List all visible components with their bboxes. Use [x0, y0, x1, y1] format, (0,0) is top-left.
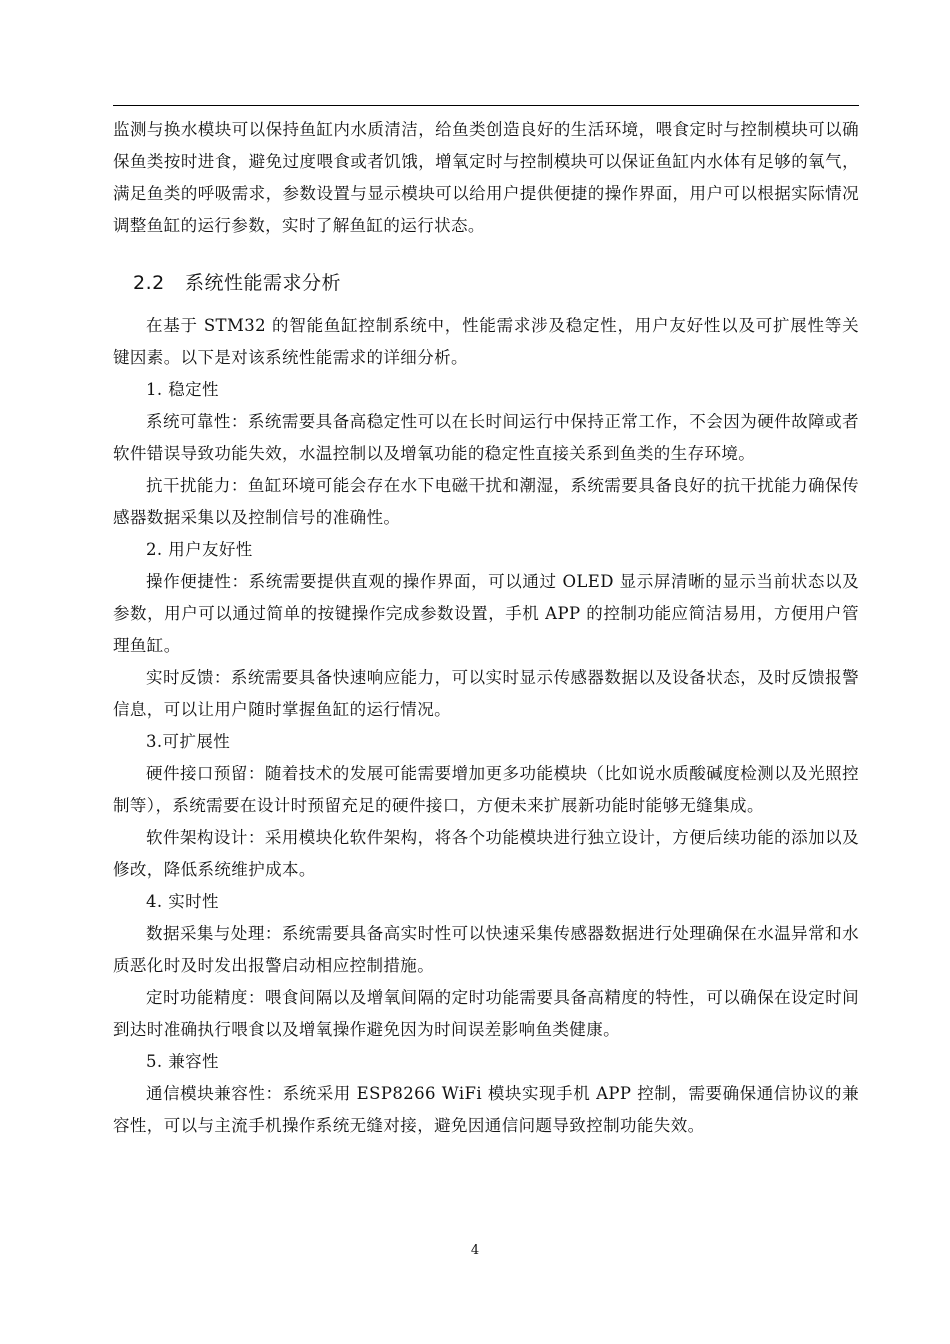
page-number: 4	[470, 1243, 480, 1258]
paragraph-hardware-interface: 硬件接口预留：随着技术的发展可能需要增加更多功能模块（比如说水质酸碱度检测以及光照控制等），系统需要在设计时预留充足的硬件接口，方便未来扩展新功能时能够无缝集成。	[113, 764, 859, 815]
item-heading-realtime: 4. 实时性	[146, 892, 219, 911]
item-heading-stability: 1. 稳定性	[146, 380, 219, 399]
header-rule	[113, 105, 859, 106]
paragraph-software-architecture: 软件架构设计：采用模块化软件架构，将各个功能模块进行独立设计，方便后续功能的添加以及修改，降低系统维护成本。	[113, 828, 859, 879]
paragraph-ease-of-operation: 操作便捷性：系统需要提供直观的操作界面，可以通过 OLED 显示屏清晰的显示当前状态以及参数，用户可以通过简单的按键操作完成参数设置，手机 APP 的控制功能应简洁易用，方便用户管理鱼缸。	[113, 572, 859, 655]
item-heading-extensibility: 3.可扩展性	[146, 732, 231, 751]
paragraph-data-acquisition: 数据采集与处理：系统需要具备高实时性可以快速采集传感器数据进行处理确保在水温异常和水质恶化时及时发出报警启动相应控制措施。	[113, 924, 859, 975]
section-lead-paragraph: 在基于 STM32 的智能鱼缸控制系统中，性能需求涉及稳定性，用户友好性以及可扩展性等关键因素。以下是对该系统性能需求的详细分析。	[113, 316, 859, 367]
section-title: 系统性能需求分析	[185, 272, 342, 294]
paragraph-communication-compatibility: 通信模块兼容性：系统采用 ESP8266 WiFi 模块实现手机 APP 控制，需要确保通信协议的兼容性，可以与主流手机操作系统无缝对接，避免因通信问题导致控制功能失效。	[113, 1084, 859, 1135]
page-body	[113, 114, 859, 1142]
section-number: 2.2	[133, 272, 165, 294]
item-heading-compatibility: 5. 兼容性	[146, 1052, 219, 1071]
paragraph-reliability: 系统可靠性：系统需要具备高稳定性可以在长时间运行中保持正常工作，不会因为硬件故障或者软件错误导致功能失效，水温控制以及增氧功能的稳定性直接关系到鱼类的生存环境。	[113, 412, 859, 463]
paragraph-realtime-feedback: 实时反馈：系统需要具备快速响应能力，可以实时显示传感器数据以及设备状态，及时反馈报警信息，可以让用户随时掌握鱼缸的运行情况。	[113, 668, 859, 719]
item-heading-usability: 2. 用户友好性	[146, 540, 253, 559]
section-heading	[113, 267, 859, 299]
paragraph-timer-precision: 定时功能精度：喂食间隔以及增氧间隔的定时功能需要具备高精度的特性，可以确保在设定时间到达时准确执行喂食以及增氧操作避免因为时间误差影响鱼类健康。	[113, 988, 859, 1039]
paragraph-anti-interference: 抗干扰能力：鱼缸环境可能会存在水下电磁干扰和潮湿，系统需要具备良好的抗干扰能力确保传感器数据采集以及控制信号的准确性。	[113, 476, 859, 527]
intro-continuation-paragraph: 监测与换水模块可以保持鱼缸内水质清洁，给鱼类创造良好的生活环境，喂食定时与控制模块可以确保鱼类按时进食，避免过度喂食或者饥饿，增氧定时与控制模块可以保证鱼缸内水体有足够的氧气，满足鱼类的呼吸需求，参数设置与显示模块可以给用户提供便捷的操作界面，用户可以根据实际情况调整鱼缸的运行参数，实时了解鱼缸的运行状态。	[113, 120, 859, 235]
